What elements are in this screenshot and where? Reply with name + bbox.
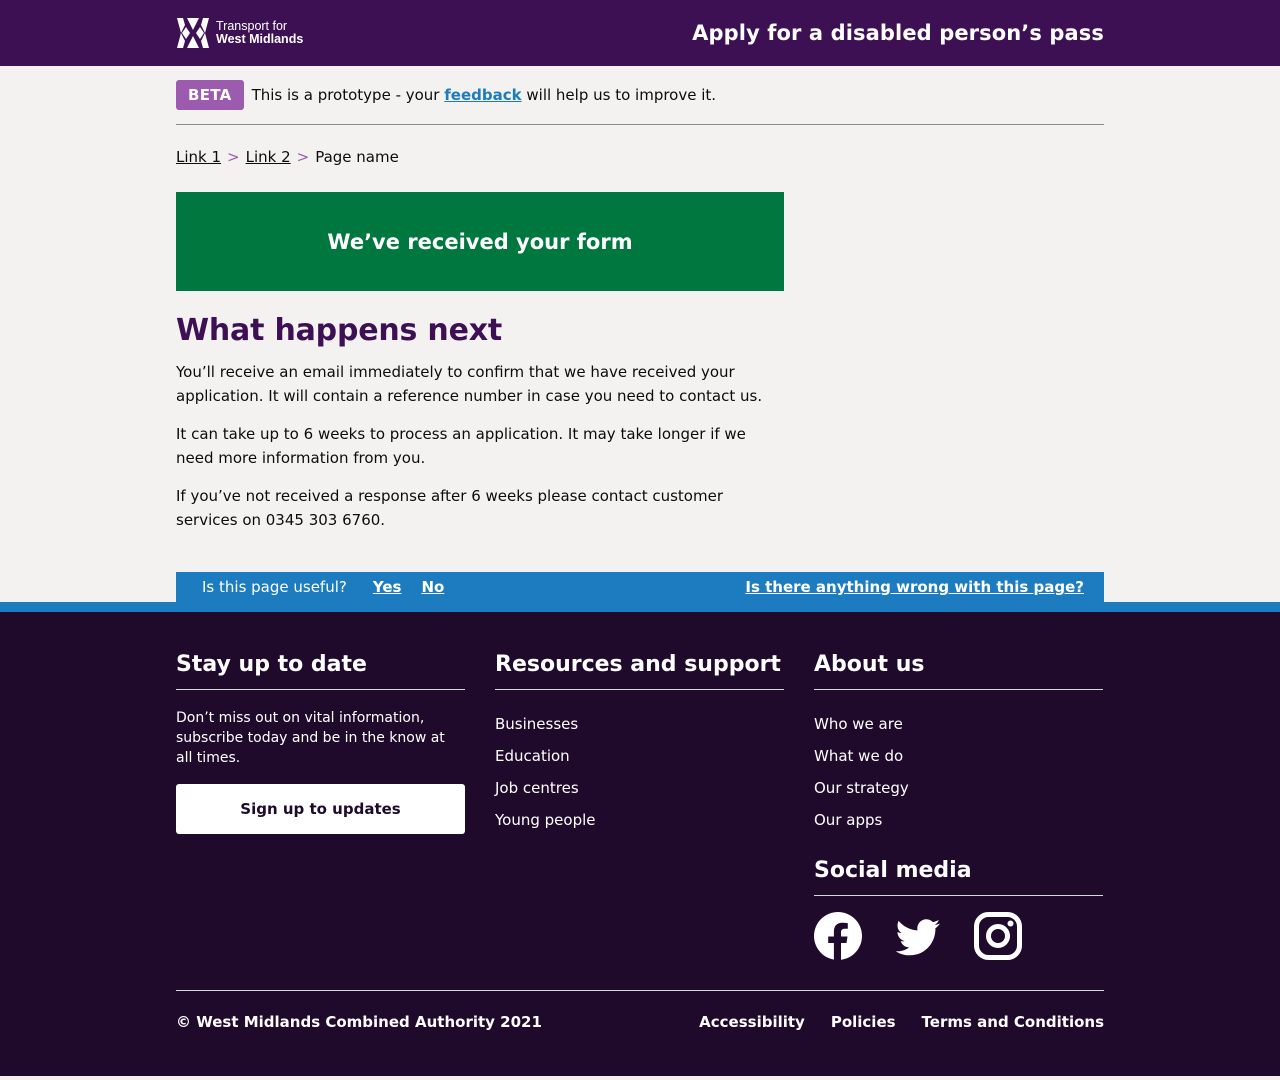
site-header bbox=[0, 0, 1280, 66]
footer-link-education[interactable]: Education bbox=[495, 747, 570, 765]
success-panel bbox=[176, 192, 784, 291]
twitter-icon[interactable] bbox=[894, 912, 942, 960]
paragraph-3: If you’ve not received a response after 6 weeks please contact customer services on 0345 303 6760. bbox=[176, 487, 723, 529]
social-media bbox=[814, 858, 1103, 960]
copyright: © West Midlands Combined Authority 2021 bbox=[176, 1013, 542, 1031]
facebook-icon[interactable] bbox=[814, 912, 862, 960]
footer-about bbox=[814, 652, 1103, 960]
page-content bbox=[176, 313, 1104, 532]
tfwm-logo[interactable] bbox=[176, 16, 303, 50]
footer-link-our-apps[interactable]: Our apps bbox=[814, 811, 883, 829]
page-heading: What happens next bbox=[176, 313, 503, 348]
feedback-strip bbox=[0, 602, 1280, 612]
breadcrumb-separator: > bbox=[296, 148, 310, 166]
beta-tag: BETA bbox=[176, 80, 244, 110]
phase-banner-text bbox=[252, 86, 716, 104]
service-name[interactable]: Apply for a disabled person’s pass bbox=[692, 21, 1104, 45]
phase-banner bbox=[176, 66, 1104, 125]
success-panel-title: We’ve received your form bbox=[327, 229, 633, 254]
report-problem-link[interactable]: Is there anything wrong with this page? bbox=[745, 578, 1084, 596]
footer-link-who-we-are[interactable]: Who we are bbox=[814, 715, 903, 733]
phase-text-before: This is a prototype - your bbox=[251, 86, 440, 104]
footer-link-what-we-do[interactable]: What we do bbox=[814, 747, 904, 765]
feedback-link[interactable]: feedback bbox=[444, 86, 522, 104]
terms-link[interactable]: Terms and Conditions bbox=[921, 1013, 1104, 1031]
logo-line-2: West Midlands bbox=[216, 32, 304, 46]
stay-up-to-date-heading: Stay up to date bbox=[176, 652, 465, 690]
breadcrumb bbox=[176, 148, 1104, 166]
paragraph-2: It can take up to 6 weeks to process an application. It may take longer if we need more information from you. bbox=[176, 425, 746, 467]
breadcrumb-link-2[interactable]: Link 2 bbox=[245, 148, 291, 166]
logo-text bbox=[216, 20, 303, 46]
breadcrumb-link-1[interactable]: Link 1 bbox=[176, 148, 222, 166]
instagram-icon[interactable] bbox=[974, 912, 1022, 960]
feedback-no-link[interactable]: No bbox=[421, 578, 445, 596]
logo-line-1: Transport for bbox=[216, 19, 288, 33]
stay-up-to-date-text: Don’t miss out on vital information, subscribe today and be in the know at all times. bbox=[176, 710, 445, 766]
tfwm-logo-icon bbox=[176, 16, 210, 50]
footer-link-businesses[interactable]: Businesses bbox=[495, 715, 579, 733]
paragraph-1: You’ll receive an email immediately to confirm that we have received your application. It will contain a reference number in case you need to contact us. bbox=[176, 363, 763, 405]
main-container bbox=[176, 66, 1104, 602]
feedback-bar bbox=[176, 572, 1104, 602]
footer-stay-up-to-date bbox=[176, 652, 465, 960]
footer-link-young-people[interactable]: Young people bbox=[495, 811, 596, 829]
breadcrumb-separator: > bbox=[227, 148, 240, 166]
phase-text-after: will help us to improve it. bbox=[526, 86, 717, 104]
policies-link[interactable]: Policies bbox=[830, 1013, 896, 1031]
footer-link-our-strategy[interactable]: Our strategy bbox=[814, 779, 909, 797]
sign-up-button[interactable]: Sign up to updates bbox=[176, 784, 465, 834]
accessibility-link[interactable]: Accessibility bbox=[699, 1013, 805, 1031]
site-footer bbox=[0, 612, 1280, 1076]
about-heading: About us bbox=[814, 652, 1103, 690]
footer-bottom bbox=[176, 990, 1104, 1031]
breadcrumb-current: Page name bbox=[315, 148, 399, 166]
feedback-yes-link[interactable]: Yes bbox=[372, 578, 402, 596]
social-media-heading: Social media bbox=[814, 858, 1103, 896]
footer-resources bbox=[495, 652, 784, 960]
feedback-question: Is this page useful? bbox=[202, 578, 347, 596]
resources-heading: Resources and support bbox=[495, 652, 784, 690]
footer-link-job-centres[interactable]: Job centres bbox=[495, 779, 579, 797]
